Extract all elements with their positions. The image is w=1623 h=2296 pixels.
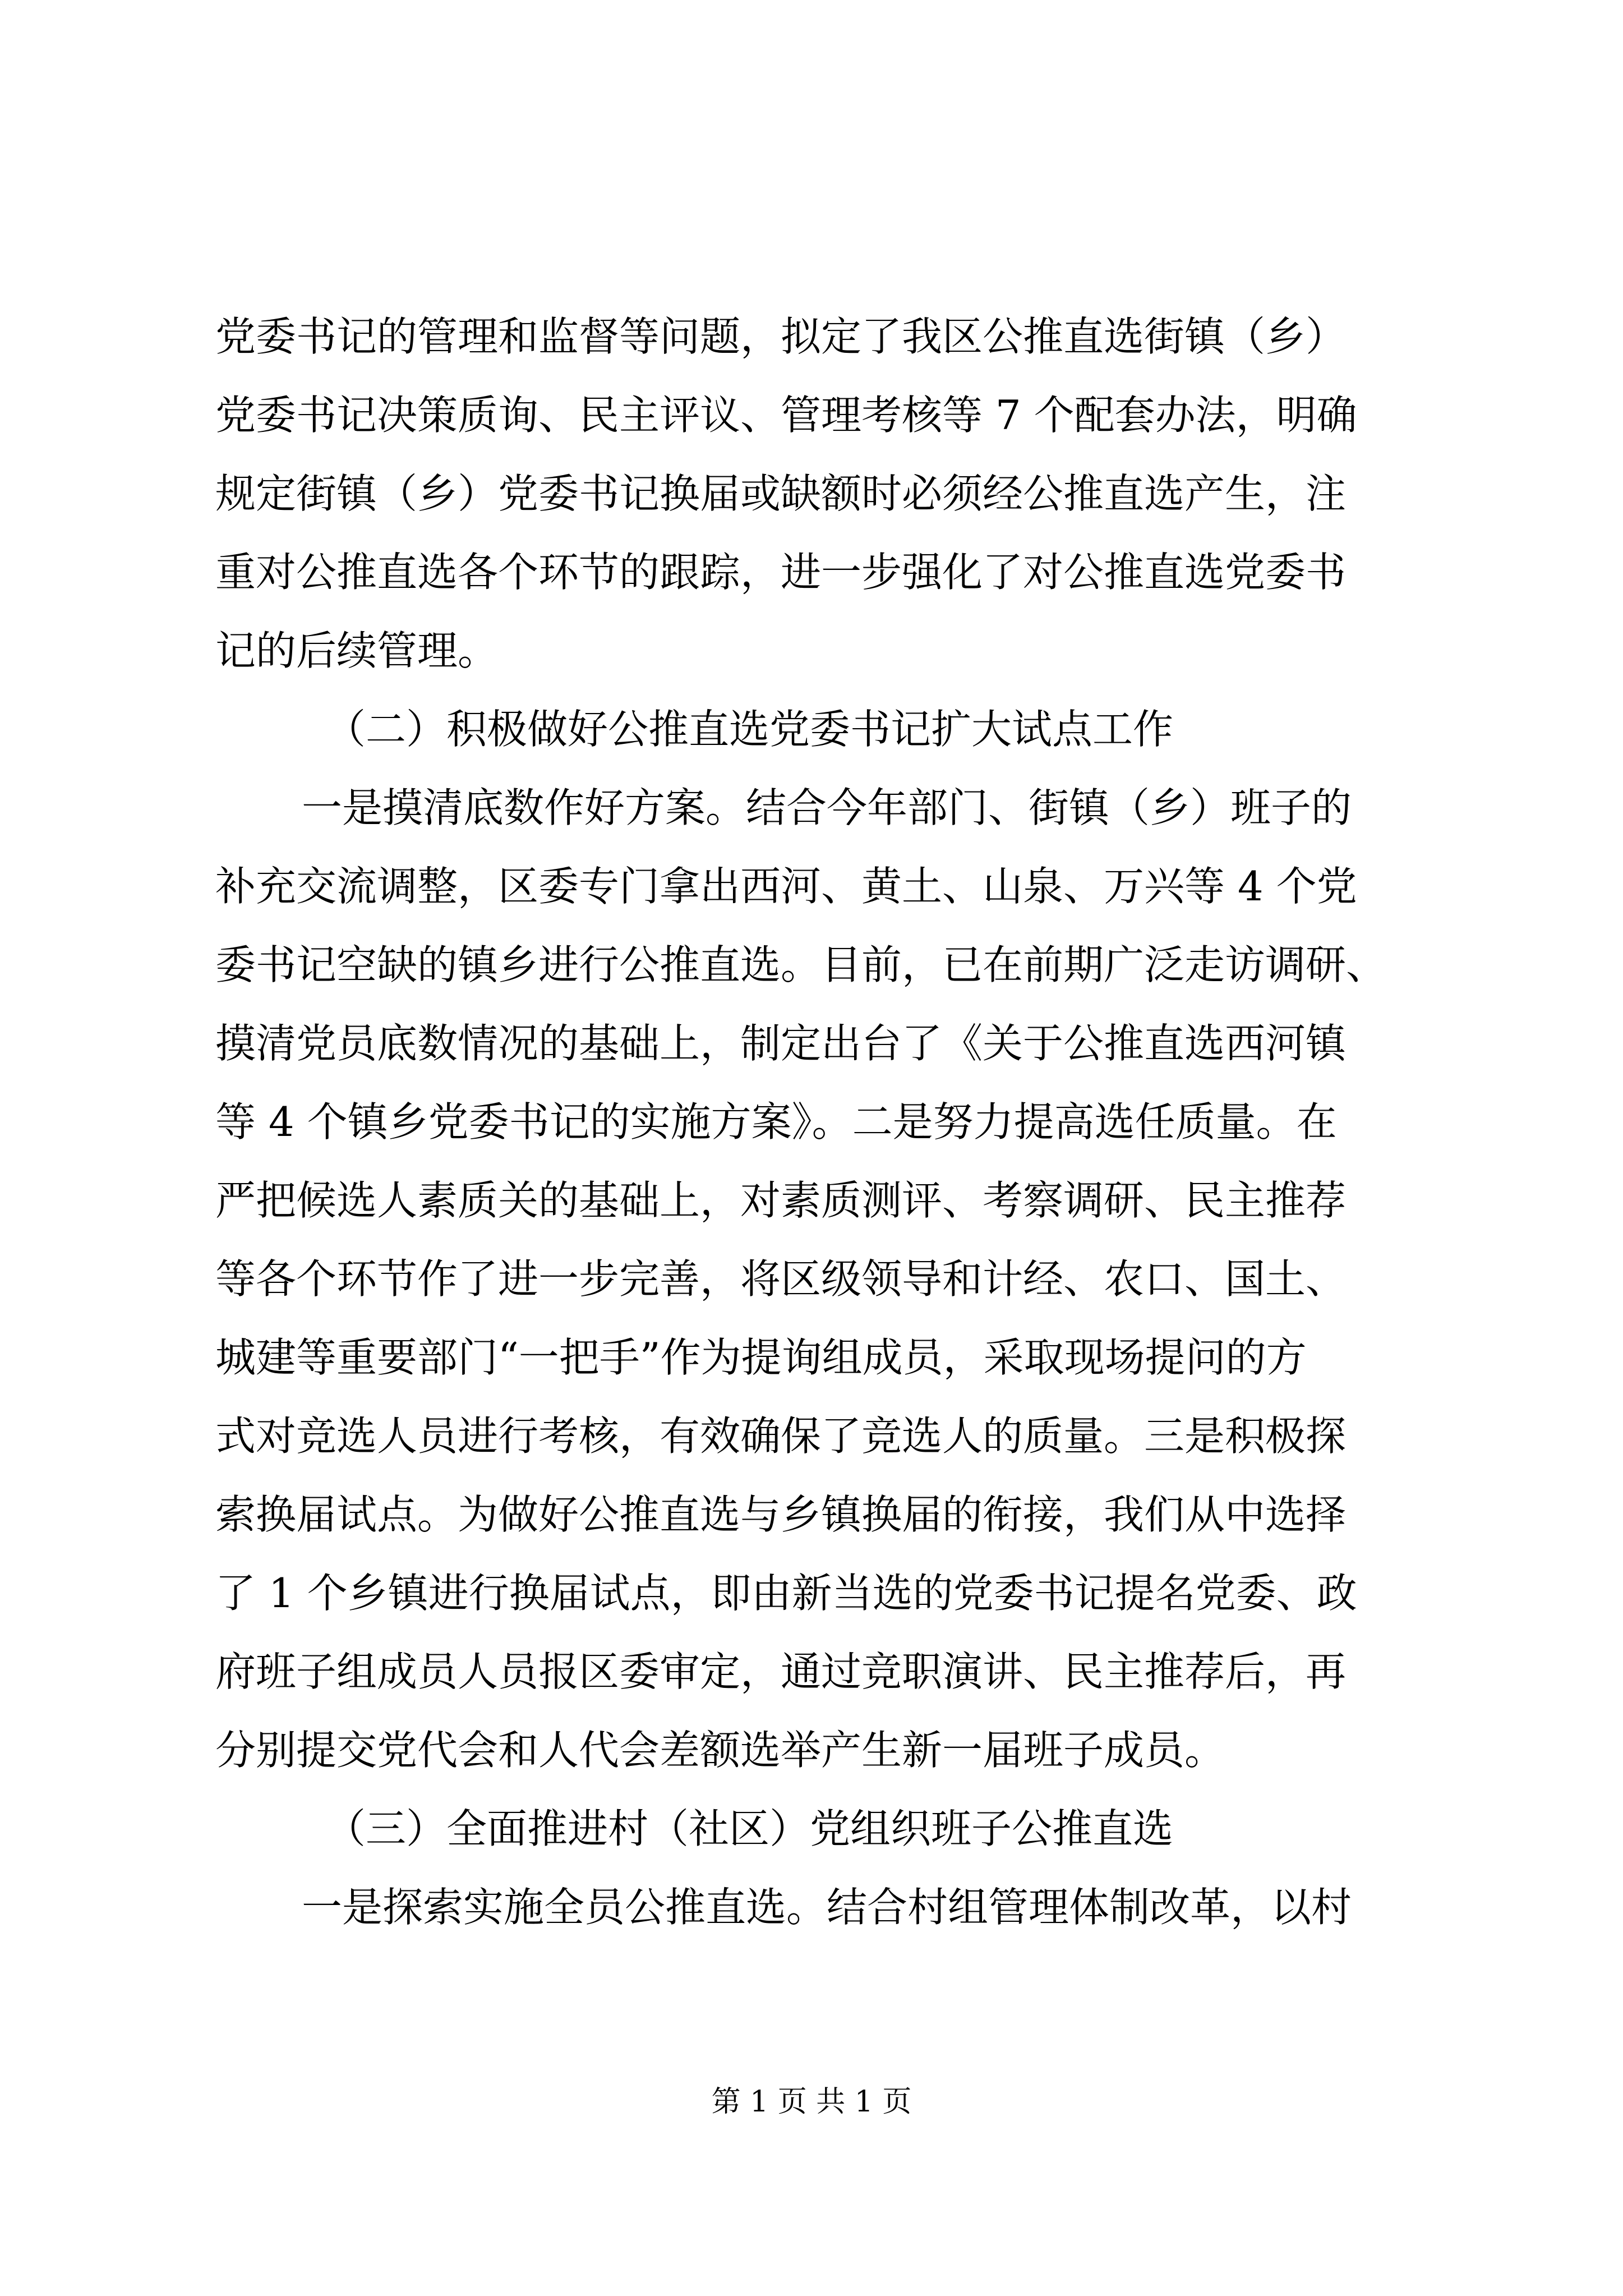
text-line: 分别提交党代会和人代会差额选举产生新一届班子成员。: [215, 1727, 1225, 1774]
page-footer: 第 1 页 共 1 页: [711, 2085, 912, 2119]
text-line: 规定街镇（乡）党委书记换届或缺额时必须经公推直选产生，注: [215, 470, 1347, 517]
text-line: 补充交流调整，区委专门拿出西河、黄土、山泉、万兴等 4 个党: [215, 863, 1357, 910]
text-line: 了 1 个乡镇进行换届试点，即由新当选的党委书记提名党委、政: [215, 1570, 1357, 1617]
section-heading: （二）积极做好公推直选党委书记扩大试点工作: [325, 706, 1174, 753]
text-line: 等 4 个镇乡党委书记的实施方案》。二是努力提高选任质量。在: [215, 1098, 1337, 1145]
text-line: 城建等重要部门“一把手”作为提询组成员，采取现场提问的方: [215, 1334, 1307, 1381]
text-line: 摸清党员底数情况的基础上，制定出台了《关于公推直选西河镇: [215, 1020, 1347, 1067]
text-line: 党委书记的管理和监督等问题，拟定了我区公推直选街镇（乡）: [215, 313, 1347, 360]
text-line: 严把候选人素质关的基础上，对素质测评、考察调研、民主推荐: [215, 1177, 1347, 1224]
text-line: 等各个环节作了进一步完善，将区级领导和计经、农口、国土、: [215, 1255, 1347, 1303]
text-line: 式对竞选人员进行考核，有效确保了竞选人的质量。三是积极探: [215, 1412, 1347, 1460]
text-line: 委书记空缺的镇乡进行公推直选。目前，已在前期广泛走访调研、: [215, 941, 1387, 988]
text-line: 记的后续管理。: [215, 627, 499, 674]
text-line: 索换届试点。为做好公推直选与乡镇换届的衔接，我们从中选择: [215, 1491, 1347, 1538]
text-line: 党委书记决策质询、民主评议、管理考核等 7 个配套办法，明确: [215, 392, 1357, 439]
text-line: 重对公推直选各个环节的跟踪，进一步强化了对公推直选党委书: [215, 549, 1347, 596]
paragraph-start: 一是摸清底数作好方案。结合今年部门、街镇（乡）班子的: [302, 784, 1352, 831]
paragraph-start: 一是探索实施全员公推直选。结合村组管理体制改革，以村: [302, 1884, 1352, 1931]
text-line: 府班子组成员人员报区委审定，通过竞职演讲、民主推荐后，再: [215, 1648, 1347, 1695]
section-heading: （三）全面推进村（社区）党组织班子公推直选: [325, 1805, 1174, 1852]
